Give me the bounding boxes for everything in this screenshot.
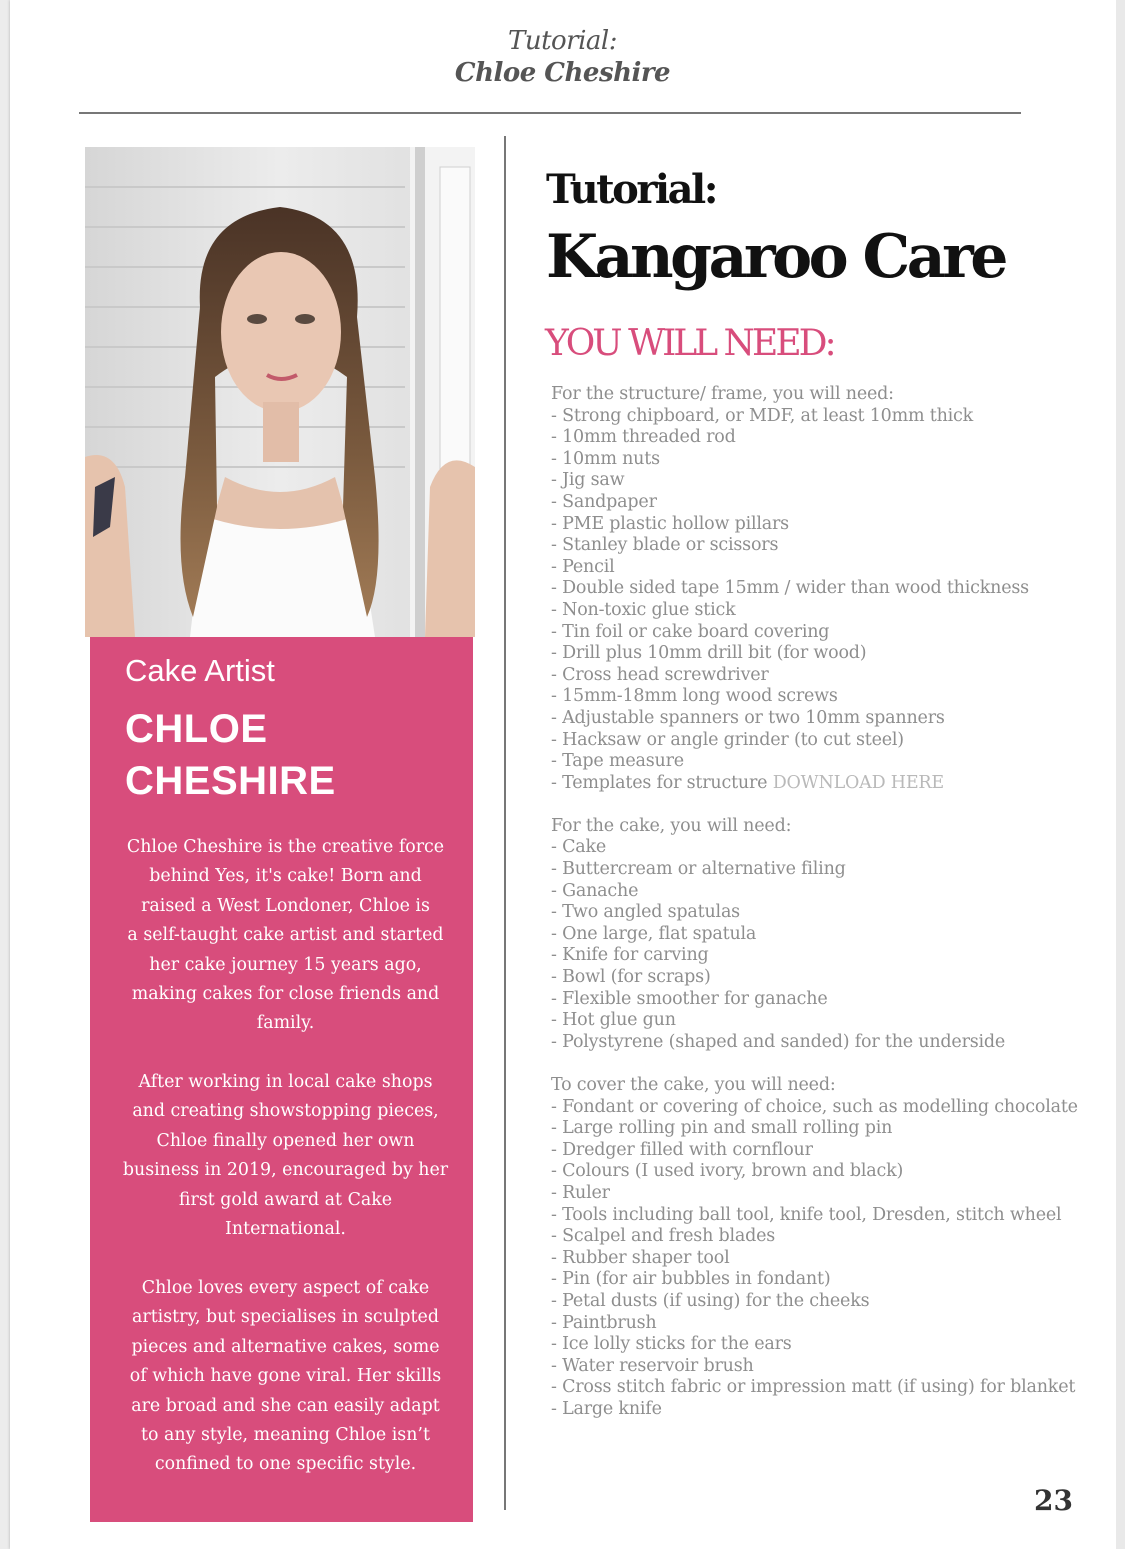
- page-edge: [1116, 0, 1125, 1549]
- list-item: - Ice lolly sticks for the ears: [551, 1334, 792, 1355]
- list-item: - Hacksaw or angle grinder (to cut steel): [551, 729, 904, 750]
- structure-intro: For the structure/ frame, you will need:: [551, 384, 894, 404]
- list-item: - Large rolling pin and small rolling pin: [551, 1118, 893, 1139]
- list-item: - Ganache: [551, 880, 639, 901]
- bio-line: making cakes for close friends and: [131, 984, 440, 1005]
- bio-line: After working in local cake shops: [138, 1072, 433, 1092]
- list-item: - 10mm nuts: [551, 448, 660, 469]
- bio-line: are broad and she can easily adapt: [131, 1395, 440, 1416]
- list-item: - Adjustable spanners or two 10mm spanners: [551, 707, 945, 728]
- supplies-list: [551, 384, 1111, 1421]
- author-last-name: CHESHIRE: [125, 759, 336, 803]
- list-item: - Double sided tape 15mm / wider than wood thickness: [551, 578, 1029, 599]
- header-kicker: Tutorial:: [507, 26, 617, 56]
- bio-line: a self-taught cake artist and started: [127, 925, 444, 946]
- list-item: - Tin foil or cake board covering: [551, 621, 830, 642]
- list-spacer: [551, 794, 1111, 816]
- list-item: - Flexible smoother for ganache: [551, 988, 828, 1009]
- list-item: - Scalpel and fresh blades: [551, 1226, 776, 1247]
- list-item: - Large knife: [551, 1398, 662, 1419]
- download-link[interactable]: DOWNLOAD HERE: [772, 772, 944, 793]
- bio-paragraph-1: [118, 833, 453, 1039]
- list-item: - Non-toxic glue stick: [551, 599, 736, 620]
- list-item: - Pin (for air bubbles in fondant): [551, 1269, 831, 1290]
- bio-line: pieces and alternative cakes, some: [131, 1336, 440, 1357]
- list-item: - Tape measure: [551, 751, 684, 772]
- list-item: - Ruler: [551, 1182, 610, 1203]
- templates-text: - Templates for structure: [551, 772, 773, 793]
- bio-line: raised a West Londoner, Chloe is: [141, 895, 430, 916]
- bio-line: business in 2019, encouraged by her: [122, 1160, 449, 1181]
- author-role: Cake Artist: [125, 653, 275, 688]
- tutorial-kicker: Tutorial:: [546, 166, 716, 213]
- list-item: - Hot glue gun: [551, 1010, 676, 1031]
- author-photo: [85, 147, 475, 637]
- list-item: - Dredger filled with cornflour: [551, 1139, 813, 1160]
- list-item: - Colours (I used ivory, brown and black): [551, 1161, 904, 1182]
- list-item: - Pencil: [551, 556, 615, 577]
- bio-line: artistry, but specialises in sculpted: [132, 1307, 439, 1328]
- bio-line: International.: [225, 1219, 346, 1240]
- list-item: - Two angled spatulas: [551, 902, 740, 923]
- list-item: - Fondant or covering of choice, such as modelling chocolate: [551, 1096, 1078, 1117]
- column-divider: [504, 136, 506, 1510]
- bio-line: and creating showstopping pieces,: [132, 1101, 439, 1122]
- list-item: - Rubber shaper tool: [551, 1247, 730, 1268]
- author-name: [125, 703, 336, 807]
- bio-line: behind Yes, it's cake! Born and: [149, 866, 422, 887]
- bio-line: to any style, meaning Chloe isn’t: [141, 1425, 430, 1446]
- bio-line: confined to one specific style.: [154, 1454, 417, 1475]
- author-profile-panel: [90, 637, 473, 1522]
- list-item: - Cross head screwdriver: [551, 664, 769, 685]
- cake-intro: For the cake, you will need:: [551, 815, 792, 836]
- header-divider: [79, 112, 1021, 114]
- list-item: - Paintbrush: [551, 1312, 657, 1333]
- you-will-need-heading: YOU WILL NEED:: [545, 323, 834, 364]
- list-item: - Tools including ball tool, knife tool, Dresden, stitch wheel: [551, 1204, 1062, 1225]
- list-item: - Sandpaper: [551, 491, 657, 512]
- list-item: - Bowl (for scraps): [551, 967, 711, 988]
- list-item: - PME plastic hollow pillars: [551, 513, 789, 534]
- list-item: - Petal dusts (if using) for the cheeks: [551, 1290, 870, 1311]
- header-author-name: Chloe Cheshire: [454, 58, 671, 88]
- list-item: - Jig saw: [551, 470, 625, 491]
- list-item: - Drill plus 10mm drill bit (for wood): [551, 643, 867, 664]
- list-item: - Buttercream or alternative filing: [551, 859, 846, 880]
- list-item: - Stanley blade or scissors: [551, 535, 779, 556]
- list-item: - Water reservoir brush: [551, 1355, 754, 1376]
- bio-paragraph-3: [118, 1274, 453, 1480]
- bio-paragraph-2: [118, 1068, 453, 1244]
- bio-line: Chloe finally opened her own: [156, 1130, 415, 1151]
- page-number: 23: [1034, 1484, 1073, 1517]
- list-item: - Strong chipboard, or MDF, at least 10mm thick: [551, 405, 974, 426]
- list-item-templates: [551, 773, 1111, 795]
- list-item: - 15mm-18mm long wood screws: [551, 686, 838, 707]
- bio-line: family.: [256, 1013, 315, 1034]
- bio-line: her cake journey 15 years ago,: [149, 954, 422, 975]
- list-item: - Polystyrene (shaped and sanded) for the underside: [551, 1031, 1006, 1052]
- bio-line: first gold award at Cake: [178, 1189, 393, 1210]
- bio-line: Chloe Cheshire is the creative force: [126, 837, 445, 857]
- list-item: - Knife for carving: [551, 945, 709, 966]
- bio-line: Chloe loves every aspect of cake: [141, 1278, 430, 1298]
- cover-intro: To cover the cake, you will need:: [551, 1075, 836, 1095]
- bio-line: of which have gone viral. Her skills: [129, 1366, 442, 1387]
- author-first-name: CHLOE: [125, 707, 268, 751]
- list-item: - Cake: [551, 837, 607, 858]
- list-item: - One large, flat spatula: [551, 923, 757, 944]
- list-spacer: [551, 1053, 1111, 1075]
- list-item: - Cross stitch fabric or impression matt (if using) for blanket: [551, 1377, 1076, 1398]
- tutorial-title: Kangaroo Care: [546, 222, 1005, 292]
- list-item: - 10mm threaded rod: [551, 427, 736, 448]
